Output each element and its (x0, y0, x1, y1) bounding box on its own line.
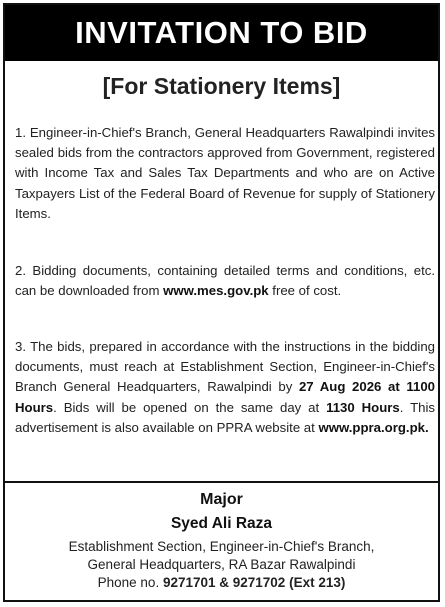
paragraph-3 (15, 337, 435, 438)
page-subtitle: [For Stationery Items] (102, 73, 341, 99)
signatory-name: Syed Ali Raza (170, 515, 273, 532)
bid-opening-time: 1130 Hours (326, 399, 400, 415)
ppra-website-link[interactable]: www.ppra.org.pk. (318, 419, 429, 435)
paragraph-3-text: 3. The bids, prepared in accordance with the instructions in the bidding documents, must reach at Establishment Section, Engineer-in-Chief's Branch General Headquarters, Rawalpindi by (15, 339, 435, 395)
phone-numbers: 9271701 & 9271702 (Ext 213) (162, 575, 346, 590)
phone-line (5, 574, 438, 592)
advertisement-frame (3, 3, 440, 602)
paragraph-2 (15, 261, 435, 301)
paragraph-1-text: 1. Engineer-in-Chief's Branch, General Headquarters Rawalpindi invites sealed bids from the contractors approved from Government, registered with Income Tax and Sales Tax Departments and who are on Active Taxpayers List of the Federal Board of Revenue for supply of Stationery Items. (15, 125, 435, 221)
paragraph-2-tail: free of cost. (268, 283, 342, 299)
phone-label: Phone no. (97, 575, 163, 590)
paragraph-1 (15, 123, 435, 224)
signature-block (5, 491, 438, 592)
signatory-rank: Major (200, 491, 243, 508)
address-line-2: General Headquarters, RA Bazar Rawalpindi (87, 557, 356, 572)
signature-divider (5, 481, 438, 483)
paragraph-2-text: 2. Bidding documents, containing detailed terms and conditions, etc. can be downloaded from (15, 263, 435, 299)
paragraph-3-text-2: . Bids will be opened on the same day at (53, 399, 327, 415)
address-line-1: Establishment Section, Engineer-in-Chief's Branch, (68, 539, 375, 554)
bid-deadline: 27 Aug 2026 at 1100 Hours (15, 379, 436, 415)
mes-website-link[interactable]: www.mes.gov.pk (163, 283, 269, 299)
paragraph-3-text-3: . This advertisement is also available on PPRA website at (15, 399, 436, 435)
page-title: INVITATION TO BID (5, 5, 438, 61)
